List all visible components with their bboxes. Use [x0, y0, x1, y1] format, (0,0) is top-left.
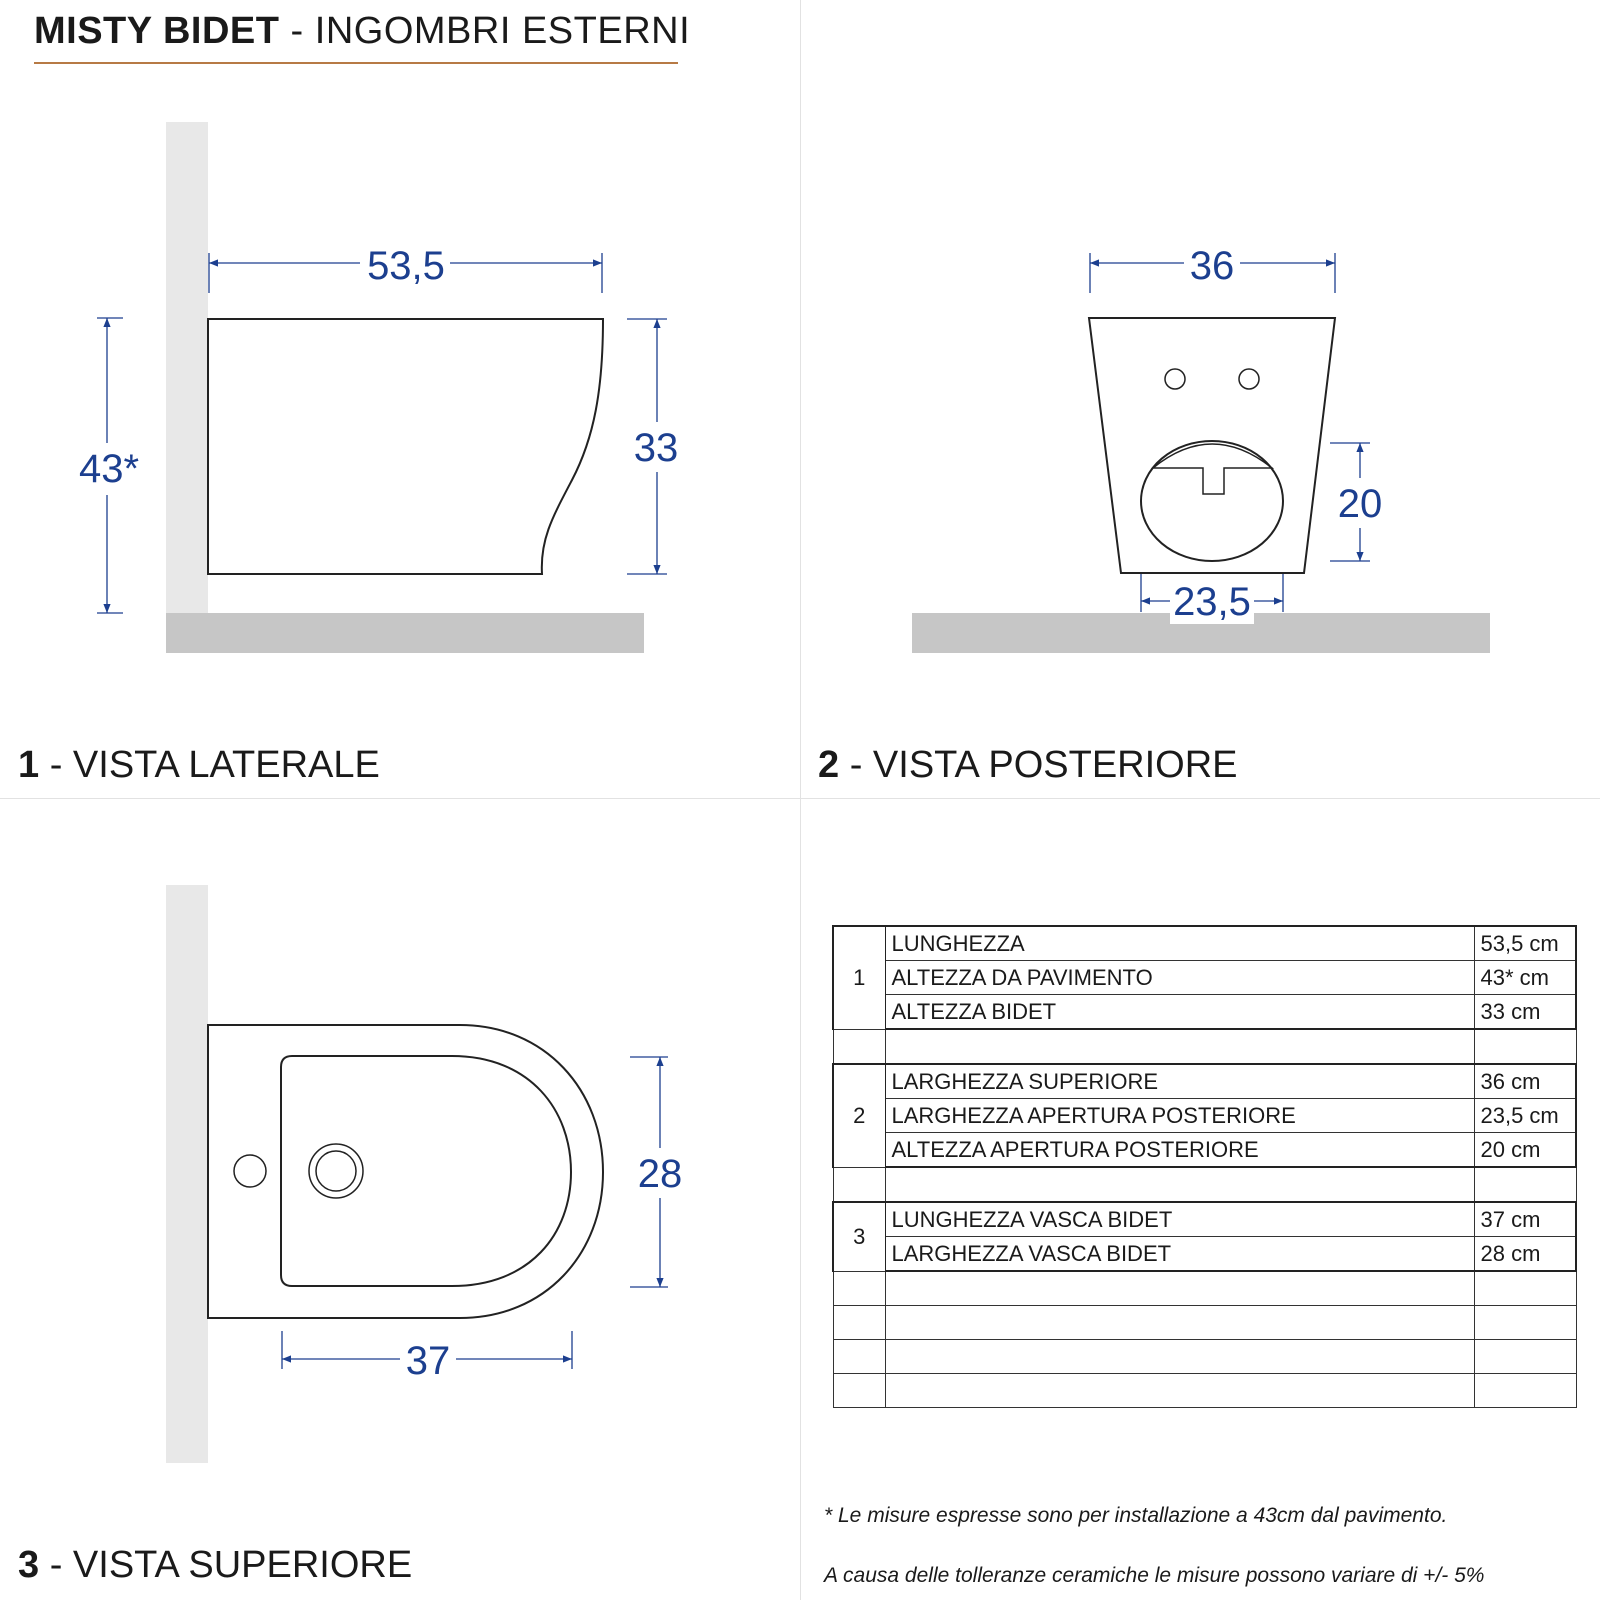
- group-number: 2: [833, 1064, 885, 1167]
- dim-top-width: 28: [637, 1152, 683, 1196]
- row-value: 53,5 cm: [1474, 926, 1576, 961]
- row-value: 28 cm: [1474, 1237, 1576, 1272]
- dim-top-bowl-length: 37: [405, 1339, 451, 1383]
- dim-rear-opening-width: 23,5: [1173, 580, 1251, 624]
- top-bidet-outline: [208, 1025, 603, 1318]
- rear-fixing-hole-left: [1165, 369, 1185, 389]
- row-value: 20 cm: [1474, 1133, 1576, 1168]
- table-row: [833, 926, 1576, 961]
- table-row: [833, 995, 1576, 1030]
- footnote-tolerance: A causa delle tolleranze ceramiche le misure possono variare di +/- 5%: [824, 1564, 1485, 1587]
- side-bidet-outline: [208, 319, 603, 574]
- table-row-empty: [833, 1340, 1576, 1374]
- rear-view-drawing: [912, 238, 1490, 653]
- top-drain-inner: [316, 1151, 356, 1191]
- table-row: [833, 961, 1576, 995]
- title-product: MISTY BIDET: [34, 10, 280, 52]
- table-row: [833, 1202, 1576, 1237]
- title-subtitle: - INGOMBRI ESTERNI: [279, 10, 691, 52]
- table-row-empty: [833, 1306, 1576, 1340]
- table-row-empty: [833, 1029, 1576, 1064]
- view-label-side: 1 - VISTA LATERALE: [18, 744, 380, 786]
- row-value: 37 cm: [1474, 1202, 1576, 1237]
- side-view-drawing: [72, 122, 684, 653]
- row-value: 33 cm: [1474, 995, 1576, 1030]
- table-row-empty: [833, 1374, 1576, 1408]
- top-bowl-outline: [281, 1056, 571, 1286]
- row-label: LUNGHEZZA VASCA BIDET: [885, 1202, 1474, 1237]
- table-row: [833, 1237, 1576, 1272]
- rear-bidet-outline: [1089, 318, 1335, 573]
- view-label-rear: 2 - VISTA POSTERIORE: [818, 744, 1238, 786]
- row-label: LUNGHEZZA: [885, 926, 1474, 961]
- dim-rear-width: 36: [1189, 244, 1235, 288]
- row-label: LARGHEZZA APERTURA POSTERIORE: [885, 1099, 1474, 1133]
- dim-rear-opening-height: 20: [1337, 482, 1383, 526]
- table-row-empty: [833, 1167, 1576, 1202]
- top-tap-hole: [234, 1155, 266, 1187]
- row-label: ALTEZZA APERTURA POSTERIORE: [885, 1133, 1474, 1168]
- side-wall: [166, 122, 208, 614]
- rear-opening: [1141, 441, 1283, 561]
- group-number: 3: [833, 1202, 885, 1271]
- dim-side-height: 33: [633, 426, 679, 470]
- row-value: 43* cm: [1474, 961, 1576, 995]
- table-row-empty: [833, 1271, 1576, 1306]
- top-drain-outer: [309, 1144, 363, 1198]
- rear-fixing-hole-right: [1239, 369, 1259, 389]
- row-label: LARGHEZZA SUPERIORE: [885, 1064, 1474, 1099]
- footnote-installation: * Le misure espresse sono per installazione a 43cm dal pavimento.: [824, 1504, 1448, 1527]
- table-row: [833, 1133, 1576, 1168]
- dimensions-table: [832, 925, 1577, 1408]
- row-value: 36 cm: [1474, 1064, 1576, 1099]
- row-value: 23,5 cm: [1474, 1099, 1576, 1133]
- table-row: [833, 1064, 1576, 1099]
- table-row: [833, 1099, 1576, 1133]
- dim-side-floor-height: 43*: [78, 447, 140, 491]
- side-floor: [166, 613, 644, 653]
- row-label: LARGHEZZA VASCA BIDET: [885, 1237, 1474, 1272]
- dim-side-length: 53,5: [367, 244, 445, 288]
- top-view-drawing: [166, 885, 688, 1463]
- row-label: ALTEZZA DA PAVIMENTO: [885, 961, 1474, 995]
- view-label-top: 3 - VISTA SUPERIORE: [18, 1544, 413, 1586]
- row-label: ALTEZZA BIDET: [885, 995, 1474, 1030]
- group-number: 1: [833, 926, 885, 1029]
- top-wall: [166, 885, 208, 1463]
